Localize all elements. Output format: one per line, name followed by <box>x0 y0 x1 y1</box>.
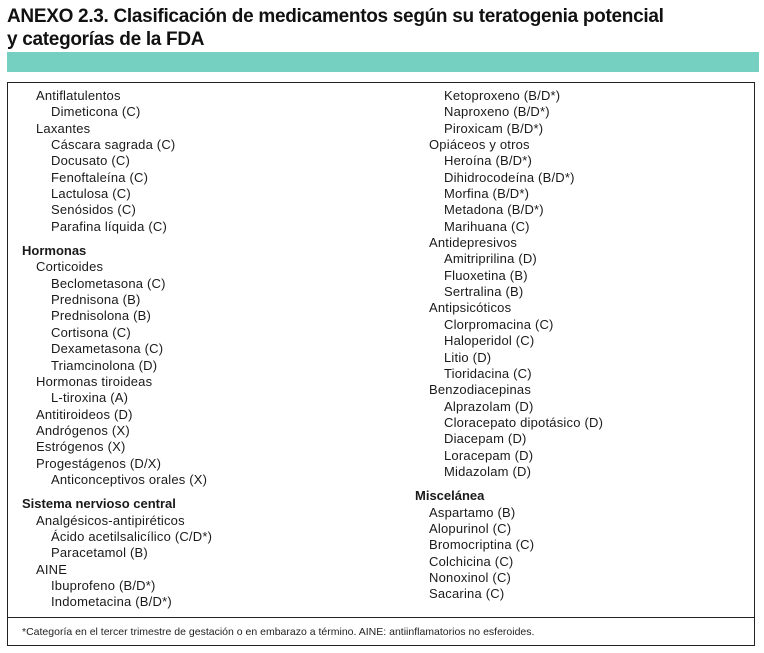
drug-item: Senósidos (C) <box>51 202 136 218</box>
drug-item: Docusato (C) <box>51 153 130 169</box>
category-item: Andrógenos (X) <box>36 422 130 438</box>
drug-item: Diacepam (D) <box>444 431 527 447</box>
drug-item: Dimeticona (C) <box>51 104 141 120</box>
drug-item: Lactulosa (C) <box>51 186 131 202</box>
category-item: Bromocriptina (C) <box>429 537 535 553</box>
drug-item: Indometacina (B/D*) <box>51 594 172 610</box>
drug-item: Prednisona (B) <box>51 292 141 308</box>
category-item: Opiáceos y otros <box>429 137 530 153</box>
category-item: Hormonas tiroideas <box>36 373 153 389</box>
category-item: Estrógenos (X) <box>36 439 126 455</box>
title-color-band <box>7 52 759 72</box>
section-heading: Hormonas <box>22 243 87 259</box>
category-item: Aspartamo (B) <box>429 504 516 520</box>
drug-item: Ketoproxeno (B/D*) <box>444 88 561 103</box>
drug-item: Ácido acetilsalicílico (C/D*) <box>51 528 213 544</box>
drug-item: Cortisona (C) <box>51 324 131 340</box>
section-heading: Sistema nervioso central <box>22 496 176 512</box>
drug-item: Beclometasona (C) <box>51 275 166 291</box>
drug-item: Fluoxetina (B) <box>444 267 528 283</box>
drug-item: Dihidrocodeína (B/D*) <box>444 169 575 185</box>
drug-item: Alprazolam (D) <box>444 398 534 414</box>
category-item: Progestágenos (D/X) <box>36 455 162 471</box>
drug-item: Dexametasona (C) <box>51 341 164 357</box>
category-item: Nonoxinol (C) <box>429 569 512 585</box>
category-item: Benzodiacepinas <box>429 382 532 398</box>
drug-item: Amitriprilina (D) <box>444 251 537 267</box>
category-item: Antiflatulentos <box>36 88 121 103</box>
category-item: Laxantes <box>36 120 91 136</box>
section-gap <box>22 235 402 243</box>
left-column <box>22 88 402 611</box>
category-item: AINE <box>36 561 68 577</box>
drug-item: Sertralina (B) <box>444 284 524 300</box>
drug-item: Morfina (B/D*) <box>444 186 530 202</box>
drug-item: Metadona (B/D*) <box>444 202 544 218</box>
category-item: Alopurinol (C) <box>429 520 512 536</box>
category-item: Sacarina (C) <box>429 586 505 602</box>
drug-item: Piroxicam (B/D*) <box>444 120 544 136</box>
section-gap <box>415 480 745 488</box>
document-title <box>7 5 757 51</box>
drug-item: Anticonceptivos orales (X) <box>51 471 208 487</box>
title-line-2: y categorías de la FDA <box>7 29 205 50</box>
drug-item: Tioridacina (C) <box>444 365 532 381</box>
drug-item: Paracetamol (B) <box>51 545 148 561</box>
drug-item: Prednisolona (B) <box>51 308 152 324</box>
drug-item: Clorpromacina (C) <box>444 316 554 332</box>
category-item: Antidepresivos <box>429 235 518 251</box>
drug-item: Cáscara sagrada (C) <box>51 137 176 153</box>
title-line-1: ANEXO 2.3. Clasificación de medicamentos según su teratogenia potencial <box>7 6 664 27</box>
category-item: Analgésicos-antipiréticos <box>36 512 185 528</box>
category-item: Corticoides <box>36 259 104 275</box>
category-item: Antipsicóticos <box>429 300 512 316</box>
section-heading: Miscelánea <box>415 488 485 504</box>
drug-item: L-tiroxina (A) <box>51 390 129 406</box>
right-column <box>415 88 745 603</box>
drug-item: Loracepam (D) <box>444 447 534 463</box>
drug-item: Haloperidol (C) <box>444 333 535 349</box>
drug-item: Triamcinolona (D) <box>51 357 158 373</box>
footnote: *Categoría en el tercer trimestre de gestación o en embarazo a término. AINE: antiinflamatorios no esferoides. <box>22 626 535 638</box>
drug-item: Heroína (B/D*) <box>444 153 533 169</box>
drug-item: Marihuana (C) <box>444 218 530 234</box>
footnote-divider <box>7 617 755 618</box>
category-item: Colchicina (C) <box>429 553 514 569</box>
drug-item: Litio (D) <box>444 349 492 365</box>
category-item: Antitiroideos (D) <box>36 406 133 422</box>
drug-item: Midazolam (D) <box>444 463 532 479</box>
drug-item: Fenoftaleína (C) <box>51 169 149 185</box>
section-gap <box>22 488 402 496</box>
drug-item: Parafina líquida (C) <box>51 218 167 234</box>
drug-item: Ibuprofeno (B/D*) <box>51 577 156 593</box>
drug-item: Cloracepato dipotásico (D) <box>444 414 604 430</box>
drug-item: Naproxeno (B/D*) <box>444 104 550 120</box>
